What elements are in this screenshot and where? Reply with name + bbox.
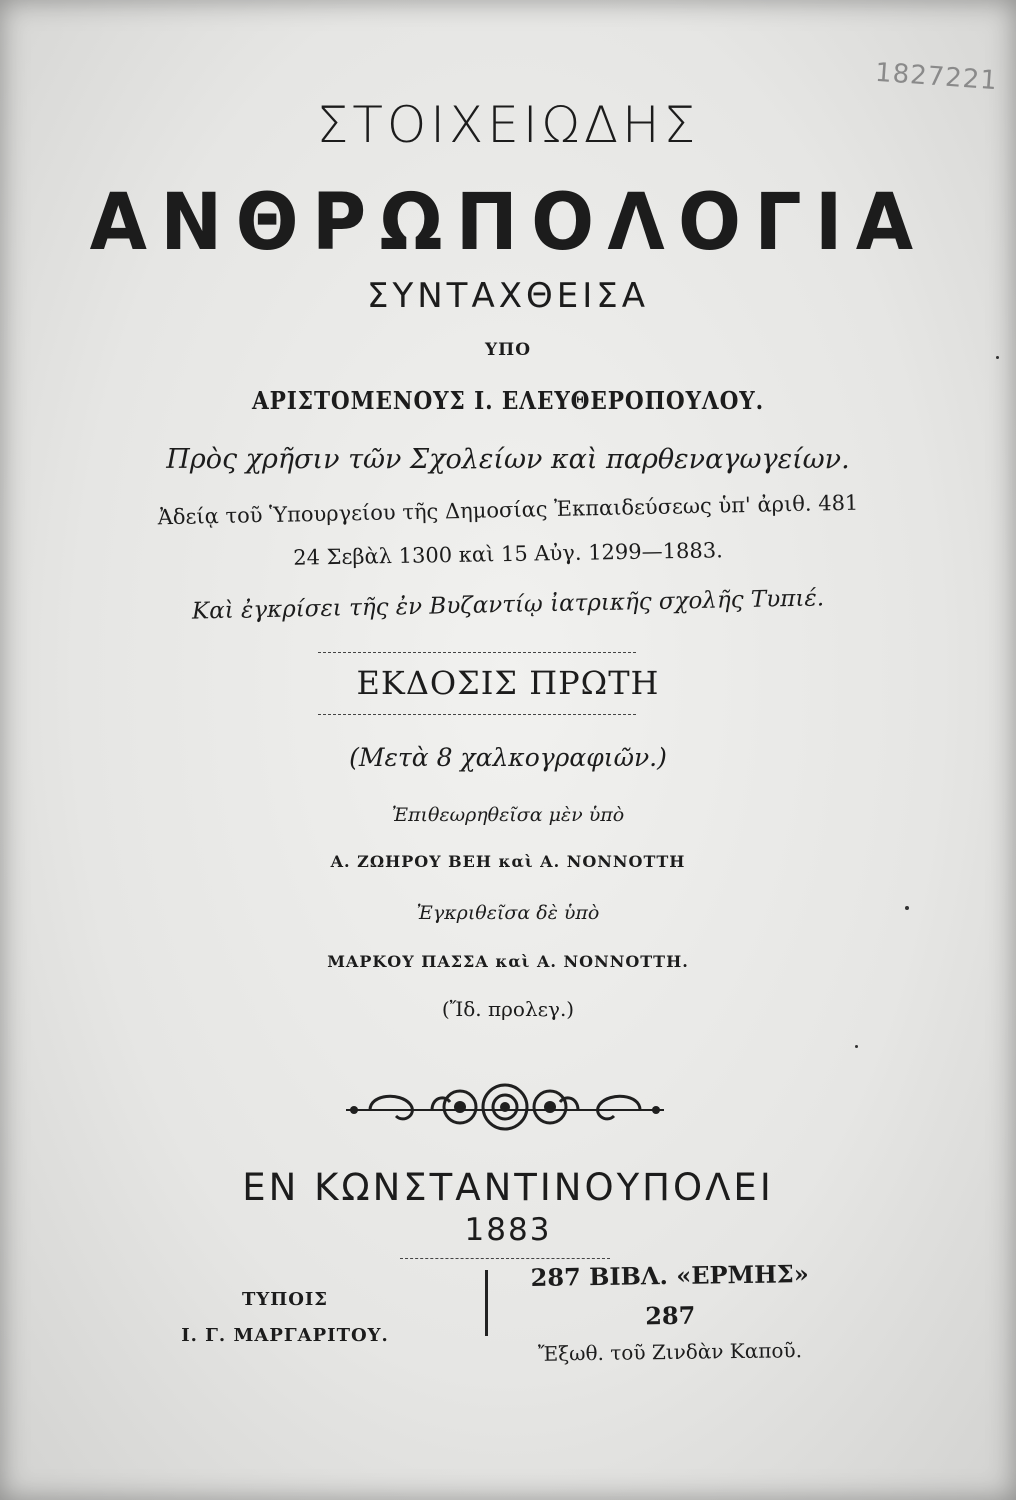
place-of-publication: ΕΝ ΚΩΝΣΤΑΝΤΙΝΟΥΠΟΛΕΙ xyxy=(242,1166,774,1209)
bookshop-imprint xyxy=(505,1256,835,1368)
purpose-line: Πρὸς χρῆσιν τῶν Σχολείων καὶ παρθεναγωγείων. xyxy=(166,444,850,475)
ink-speck xyxy=(855,1045,858,1048)
title-line-1: ΣΤΟΙΧΕΙΩΔΗΣ xyxy=(316,96,700,154)
ink-speck xyxy=(996,356,999,359)
license-line-3: Καὶ ἐγκρίσει τῆς ἐν Βυζαντίῳ ἰατρικῆς σχολῆς Τυπιέ. xyxy=(191,585,825,625)
printer-line-2: Ι. Γ. ΜΑΡΓΑΡΙΤΟΥ. xyxy=(181,1325,389,1346)
bookshop-line-1: 287 ΒΙΒΛ. «ΕΡΜΗΣ» 287 xyxy=(530,1259,809,1331)
approval-label: Ἐγκριθεῖσα δὲ ὑπὸ xyxy=(416,902,600,924)
ornament-icon xyxy=(340,1074,670,1140)
rule-bottom xyxy=(318,714,636,717)
handwritten-shelfmark: 1827221 xyxy=(874,57,999,97)
rule-top xyxy=(318,652,636,655)
approval-names: ΜΑΡΚΟΥ ΠΑΣΣΑ καὶ Α. ΝΟΝΝΟΤΤΗ. xyxy=(327,952,689,971)
publication-year: 1883 xyxy=(464,1212,552,1248)
imprint-divider xyxy=(485,1270,488,1336)
title-line-3: ΣΥΝΤΑΧΘΕΙΣΑ xyxy=(366,276,650,316)
edition-label: ΕΚΔΟΣΙΣ ΠΡΩΤΗ xyxy=(356,664,660,702)
review-label: Ἐπιθεωρηθεῖσα μὲν ὑπὸ xyxy=(391,804,625,826)
title-line-2: ΑΝΘΡΩΠΟΛΟΓΙΑ xyxy=(89,178,927,268)
review-names: Α. ΖΩΗΡΟΥ ΒΕΗ καὶ Α. ΝΟΝΝΟΤΤΗ xyxy=(330,852,686,871)
license-line-1: Ἀδείᾳ τοῦ Ὑπουργείου τῆς Δημοσίας Ἐκπαιδεύσεως ὑπ' ἀριθ. 481 xyxy=(157,490,859,530)
bookshop-line-2: Ἔξωθ. τοῦ Ζινδὰν Καποῦ. xyxy=(537,1338,803,1366)
ink-speck xyxy=(905,906,909,910)
printer-imprint xyxy=(160,1282,410,1354)
see-preface-note: (Ἴδ. προλεγ.) xyxy=(441,997,575,1021)
author-name: ΑΡΙΣΤΟΜΕΝΟΥΣ Ι. ΕΛΕΥΘΕΡΟΠΟΥΛΟΥ. xyxy=(251,386,765,415)
printer-line-1: ΤΥΠΟΙΣ xyxy=(241,1289,329,1310)
by-label: ΥΠΟ xyxy=(485,340,531,360)
license-line-2: 24 Σεβὰλ 1300 καὶ 15 Αὐγ. 1299—1883. xyxy=(293,538,723,570)
engravings-note: (Μετὰ 8 χαλκογραφιῶν.) xyxy=(349,743,667,772)
